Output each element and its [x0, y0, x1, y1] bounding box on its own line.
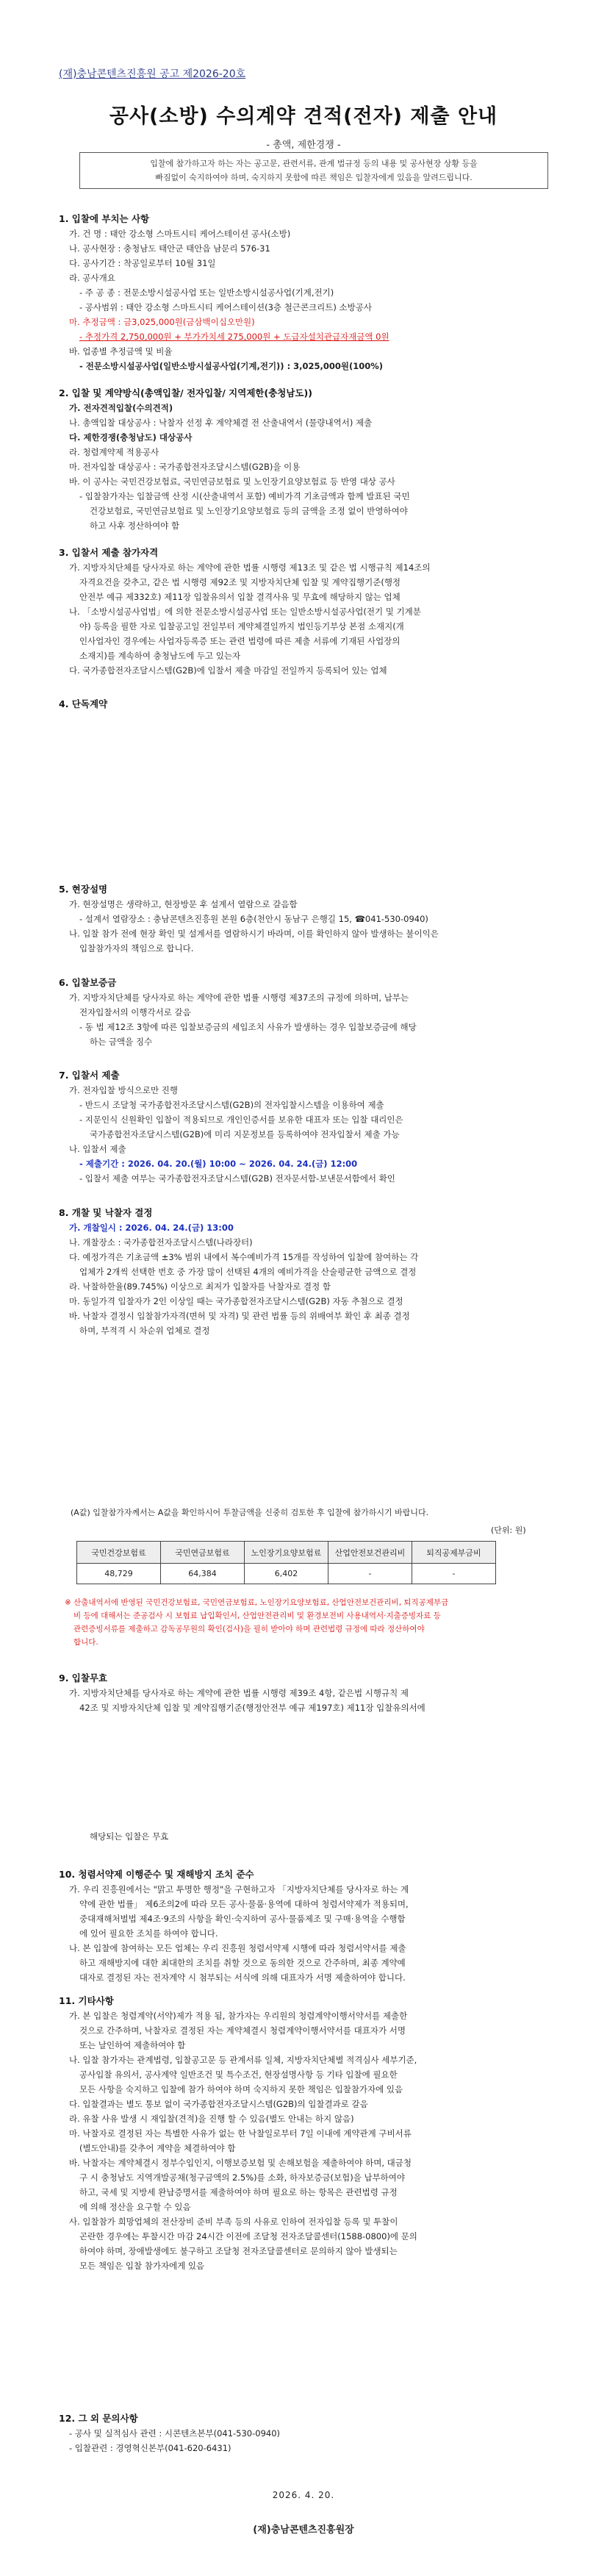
- text-line: 나. 개찰장소 : 국가종합전자조달시스템(나라장터): [69, 1237, 253, 1248]
- text-line: 약에 관한 법률」 제6조의2에 따라 모든 공사·물품·용역에 대하여 청렴서약제가 적용되며,: [79, 1899, 409, 1909]
- section-title: 10. 청렴서약제 이행준수 및 재해방지 조치 준수: [59, 1869, 254, 1880]
- text-line: 바. 이 공사는 국민건강보험료, 국민연금보험료 및 노인장기요양보험료 등 반영 대상 공사: [69, 476, 395, 487]
- text-line: - 추정가격 2,750,000원 + 부가가치세 275,000원 + 도급자설치관급자재금액 0원: [79, 332, 389, 342]
- section-title: 1. 입찰에 부치는 사항: [59, 213, 150, 224]
- text-line: 모든 책임은 입찰 참가자에게 있음: [79, 2261, 205, 2271]
- submission-period: - 제출기간 : 2026. 04. 20.(월) 10:00 ~ 2026. 04. 24.(금) 12:00: [79, 1159, 358, 1169]
- text-line: 마. 낙찰자로 결정된 자는 특별한 사유가 없는 한 낙찰일로부터 7일 이내에 계약관계 구비서류: [69, 2128, 412, 2139]
- text-line: 바. 업종별 추정금액 및 비율: [69, 346, 173, 357]
- text-line: 업체가 2개씩 선택한 번호 중 가장 많이 선택된 4개의 예비가격을 산술평균한 금액으로 결정: [79, 1267, 417, 1277]
- table-header: 노인장기요양보험료: [245, 1542, 328, 1564]
- text-line: - 입찰서 제출 여부는 국가종합전자조달시스템(G2B) 전자문서함-보낸문서함에서 확인: [79, 1173, 395, 1184]
- page-title: 공사(소방) 수의계약 견적(전자) 제출 안내: [109, 105, 498, 128]
- text-line: - 동 법 제12조 3항에 따른 입찰보증금의 세입조치 사유가 발생하는 경우 입찰보증금에 해당: [79, 1022, 417, 1032]
- table-header: 산업안전보건관리비: [328, 1542, 412, 1564]
- table-cell: 64,384: [161, 1564, 245, 1584]
- text-line: 가. 전자견적입찰(수의견적): [69, 403, 173, 413]
- text-line: - 설계서 열람장소 : 충남콘텐츠진흥원 본원 6층(천안시 동남구 은행길 15, ☎041-530-0940): [79, 914, 428, 924]
- text-line: 다. 제한경쟁(충청남도) 대상공사: [69, 432, 193, 443]
- text-line: 입찰참가자의 책임으로 합니다.: [79, 943, 194, 954]
- table-cell: 48,729: [77, 1564, 161, 1584]
- text-line: 라. 공사개요: [69, 273, 115, 283]
- text-line: 해당되는 입찰은 무효: [90, 1831, 169, 1842]
- table-header: 퇴직공제부금비: [412, 1542, 496, 1564]
- text-line: 마. 동일가격 입찰자가 2인 이상일 때는 국가종합전자조달시스템(G2B) 자동 추첨으로 결정: [69, 1296, 403, 1306]
- text-line: 국가종합전자조달시스템(G2B)에 미리 지문정보를 등록하여야 전자입찰서 제출 가능: [90, 1129, 400, 1139]
- text-line: 라. 낙찰하한율(89.745%) 이상으로 최저가 입찰자를 낙찰자로 결정 함: [69, 1281, 331, 1292]
- table-cell: 6,402: [245, 1564, 328, 1584]
- text-line: 가. 전자입찰 방식으로만 진행: [69, 1085, 178, 1095]
- text-line: 공사입찰 유의서, 공사계약 일반조건 및 특수조건, 현장설명사항 등 기타 입찰에 필요한: [79, 2069, 398, 2080]
- page-subtitle: - 총액, 제한경쟁 -: [266, 140, 341, 151]
- text-line: 42조 및 지방자치단체 입찰 및 계약집행기준(행정안전부 예규 제197호) 제11장 입찰유의서에: [79, 1703, 425, 1713]
- section-title: 12. 그 외 문의사항: [59, 2413, 138, 2424]
- text-line: 나. 입찰서 제출: [69, 1144, 126, 1154]
- note-line: ※ 산출내역서에 반영된 국민건강보험료, 국민연금보험료, 노인장기요양보험료, 산업안전보건관리비, 퇴직공제부금: [65, 1598, 449, 1607]
- text-line: - 전문소방시설공사업(일반소방시설공사업(기계,전기)) : 3,025,000원(100%): [79, 361, 384, 371]
- text-line: 가. 현장설명은 생략하고, 현장방문 후 설계서 열람으로 갈음함: [69, 899, 298, 909]
- text-line: 인사업자인 경우에는 사업자등록증 또는 관련 법령에 따른 제출 서류에 기재된 사업장의: [79, 636, 401, 646]
- text-line: 다. 공사기간 : 착공일로부터 10월 31일: [69, 258, 216, 268]
- text-line: 하며, 부적격 시 차순위 업체로 결정: [79, 1325, 210, 1336]
- note-line: 관련증빙서류를 제출하고 감독공무원의 확인(검사)을 필히 받아야 하며 관련법령 규정에 따라 정산하여야: [73, 1625, 425, 1634]
- text-line: 자격요건을 갖추고, 같은 법 시행령 제92조 및 지방자치단체 입찰 및 계약집행기준(행정: [79, 577, 401, 587]
- text-line: 하고 사후 정산하여야 함: [90, 520, 180, 531]
- table-cell: -: [412, 1564, 496, 1584]
- text-line: 라. 청렴계약제 적용공사: [69, 447, 159, 457]
- text-line: - 주 공 종 : 전문소방시설공사업 또는 일반소방시설공사업(기계,전기): [79, 287, 334, 298]
- text-line: - 지문인식 신원확인 입찰이 적용되므로 개인인증서를 보유한 대표자 또는 입찰 대리인은: [79, 1115, 403, 1125]
- text-line: 나. 본 입찰에 참여하는 모든 업체는 우리 진흥원 청렴서약제 시행에 따라 청렴서약서를 제출: [69, 1943, 406, 1953]
- text-line: 건강보험료, 국민연금보험료 및 노인장기요양보험료 등의 금액을 조정 없이 반영하여야: [90, 506, 408, 516]
- table-cell: -: [328, 1564, 412, 1584]
- text-line: 가. 지방자치단체를 당사자로 하는 계약에 관한 법률 시행령 제37조의 규정에 의하며, 납부는: [69, 992, 409, 1003]
- section-title: 3. 입찰서 제출 참가자격: [59, 547, 159, 558]
- text-line: 가. 지방자치단체를 당사자로 하는 계약에 관한 법률 시행령 제13조 및 같은 법 시행규칙 제14조의: [69, 562, 431, 573]
- text-line: 곤란한 경우에는 투찰시간 마감 24시간 이전에 조달청 전자조달콜센터(1588-0800)에 문의: [79, 2231, 417, 2242]
- section-title: 7. 입찰서 제출: [59, 1070, 120, 1081]
- text-line: 라. 유찰 사유 발생 시 재입찰(견적)을 진행 할 수 있음(별도 안내는 하지 않음): [69, 2114, 354, 2124]
- table-header: 국민건강보험료: [77, 1542, 161, 1564]
- text-line: 마. 추정금액 : 금3,025,000원(금삼백이십오만원): [69, 317, 255, 327]
- intro-box: [79, 152, 548, 189]
- text-line: 것으로 간주하며, 낙찰자로 결정된 자는 계약체결시 청렴계약이행서약서를 대표자가 서명: [79, 2025, 406, 2036]
- intro-line: 입찰에 참가하고자 하는 자는 공고문, 관련서류, 관계 법규정 등의 내용 및 공사현장 상황 등을: [150, 159, 478, 168]
- note-line: 합니다.: [73, 1638, 98, 1647]
- text-line: 하고, 국세 및 지방세 완납증명서를 제출하여야 하며 필요로 하는 항목은 관련법령 규정: [79, 2187, 398, 2197]
- section-title: 4. 단독계약: [59, 698, 108, 709]
- text-line: 나. 입찰 참가 전에 현장 확인 및 설계서를 열람하시기 바라며, 이를 확인하지 않아 발생하는 불이익은: [69, 929, 439, 939]
- text-line: 나. 입찰 참가자는 관계법령, 입찰공고문 등 관계서류 일체, 지방자치단체별 적격심사 세부기준,: [69, 2055, 417, 2065]
- text-line: - 공사범위 : 태안 강소형 스마트시티 케어스테이션(3층 철근콘크리트) 소방공사: [79, 302, 372, 312]
- text-line: - 반드시 조달청 국가종합전자조달시스템(G2B)의 전자입찰시스템을 이용하여 제출: [79, 1100, 384, 1110]
- text-line: 대자로 결정된 자는 전자계약 시 첨부되는 서식에 의해 대표자가 서명 제출하여야 합니다.: [79, 1972, 406, 1983]
- section-title: 11. 기타사항: [59, 1995, 114, 2006]
- text-line: 에 있어 필요한 조치를 하여야 합니다.: [79, 1928, 218, 1939]
- text-line: 하여야 하며, 장애발생에도 불구하고 조달청 전자조달콜센터로 문의하지 않아 발생되는: [79, 2246, 398, 2256]
- text-line: 하고 재해방지에 대한 최대한의 조치를 취할 것으로 동의한 것으로 간주하며, 최종 계약예: [79, 1958, 406, 1968]
- text-line: 에 의해 정산을 요구할 수 있음: [79, 2202, 191, 2212]
- section-title: 2. 입찰 및 계약방식(총액입찰/ 전자입찰/ 지역제한(충청남도)): [59, 387, 312, 398]
- notice-date: 2026. 4. 20.: [272, 2490, 335, 2500]
- text-line: 가. 건 명 : 태안 강소형 스마트시티 케어스테이션 공사(소방): [69, 229, 291, 239]
- opening-datetime: 가. 개찰일시 : 2026. 04. 24.(금) 13:00: [69, 1223, 234, 1233]
- text-line: 또는 날인하여 제출하여야 함: [79, 2040, 186, 2050]
- text-line: 바. 낙찰자 결정시 입찰참가자격(면허 및 자격) 및 관련 법률 등의 위배여부 확인 후 최종 결정: [69, 1311, 410, 1321]
- note-line: 비 등에 대해서는 준공검사 시 보험료 납입확인서, 산업안전관리비 및 환경보전비 사용내역서·지출증빙자료 등: [73, 1611, 441, 1620]
- section-title: 5. 현장설명: [59, 884, 108, 895]
- text-line: - 공사 및 실적심사 관련 : 시콘텐츠본부(041-530-0940): [69, 2428, 281, 2439]
- text-line: - 입찰관련 : 경영혁신본부(041-620-6431): [69, 2443, 231, 2453]
- notice-number: (재)충남콘텐츠진흥원 공고 제2026-20호: [59, 68, 246, 80]
- a-value-note: (A값) 입찰참가자께서는 A값을 확인하시어 투찰금액을 신중히 검토한 후 입찰에 참가하시기 바랍니다.: [71, 1508, 429, 1517]
- issuing-organization: (재)충남콘텐츠진흥원장: [253, 2525, 354, 2536]
- section-title: 9. 입찰무효: [59, 1672, 108, 1684]
- text-line: (별도안내)를 갖추어 계약을 체결하여야 함: [79, 2143, 236, 2153]
- text-line: 바. 낙찰자는 계약체결시 정부수입인지, 이행보증보험 및 손해보험을 제출하여야 하며, 대금청: [69, 2158, 412, 2168]
- text-line: 전자입찰서의 이행각서로 갈음: [79, 1007, 191, 1017]
- a-value-table: [76, 1541, 496, 1584]
- text-line: 중대재해처벌법 제4조·9조의 사항을 확인·숙지하여 공사·물품제조 및 구매·용역을 수행함: [79, 1914, 406, 1924]
- text-line: 나. 공사현장 : 충청남도 태안군 태안읍 남문리 576-31: [69, 243, 270, 254]
- text-line: 나. 「소방시설공사업법」에 의한 전문소방시설공사업 또는 일반소방시설공사업(전기 및 기계분: [69, 607, 421, 617]
- text-line: 야) 등록을 필한 자로 입찰공고일 전일부터 계약체결일까지 법인등기부상 본점 소재지(개: [79, 621, 404, 632]
- intro-line: 빠짐없이 숙지하여야 하며, 숙지하지 못함에 따른 책임은 입찰자에게 있음을 알려드립니다.: [155, 173, 473, 182]
- text-line: 마. 전자입찰 대상공사 : 국가종합전자조달시스템(G2B)을 이용: [69, 462, 301, 472]
- text-line: 다. 국가종합전자조달시스템(G2B)에 입찰서 제출 마감일 전일까지 등록되어 있는 업체: [69, 665, 387, 676]
- text-line: 다. 입찰결과는 별도 통보 없이 국가종합전자조달시스템(G2B)의 입찰결과로 갈음: [69, 2099, 368, 2109]
- text-line: 나. 총액입찰 대상공사 : 낙찰자 선정 후 계약체결 전 산출내역서 (물량내역서) 제출: [69, 418, 373, 428]
- text-line: 사. 입찰참가 희망업체의 전산장비 준비 부족 등의 사유로 인하여 전자입찰 등록 및 투찰이: [69, 2217, 398, 2227]
- text-line: 가. 본 입찰은 청렴계약(서약)제가 적용 됨, 참가자는 우리원의 청렴계약이행서약서를 제출한: [69, 2011, 408, 2021]
- text-line: 구 시 충청남도 지역개발공채(청구금액의 2.5%)를 소화, 하자보증금(보험)을 납부하여야: [79, 2172, 405, 2183]
- table-header: 국민연금보험료: [161, 1542, 245, 1564]
- section-title: 8. 개찰 및 낙찰자 결정: [59, 1207, 153, 1218]
- text-line: 소재지)를 계속하여 충청남도에 두고 있는자: [79, 651, 241, 661]
- text-line: 안전부 예규 제332호) 제11장 입찰유의서 입찰 결격사유 및 무효에 해당하지 않는 업체: [79, 592, 401, 602]
- text-line: 하는 금액을 징수: [90, 1037, 153, 1047]
- text-line: 가. 우리 진흥원에서는 "맑고 투명한 행정"을 구현하고자 「지방자치단체를 당사자로 하는 계: [69, 1884, 409, 1895]
- text-line: - 입찰참가자는 입찰금액 산정 시(산출내역서 포함) 예비가격 기초금액과 함께 발표된 국민: [79, 491, 410, 501]
- text-line: 다. 예정가격은 기초금액 ±3% 범위 내에서 복수예비가격 15개를 작성하여 입찰에 참여하는 각: [69, 1252, 419, 1262]
- text-line: 가. 지방자치단체를 당사자로 하는 계약에 관한 법률 시행령 제39조 4항, 같은법 시행규칙 제: [69, 1688, 409, 1698]
- section-title: 6. 입찰보증금: [59, 977, 117, 988]
- text-line: 모든 사항을 숙지하고 입찰에 참가 하여야 하며 숙지하지 못한 책임은 입찰참가자에 있음: [79, 2084, 403, 2094]
- unit-label: (단위: 원): [491, 1525, 526, 1535]
